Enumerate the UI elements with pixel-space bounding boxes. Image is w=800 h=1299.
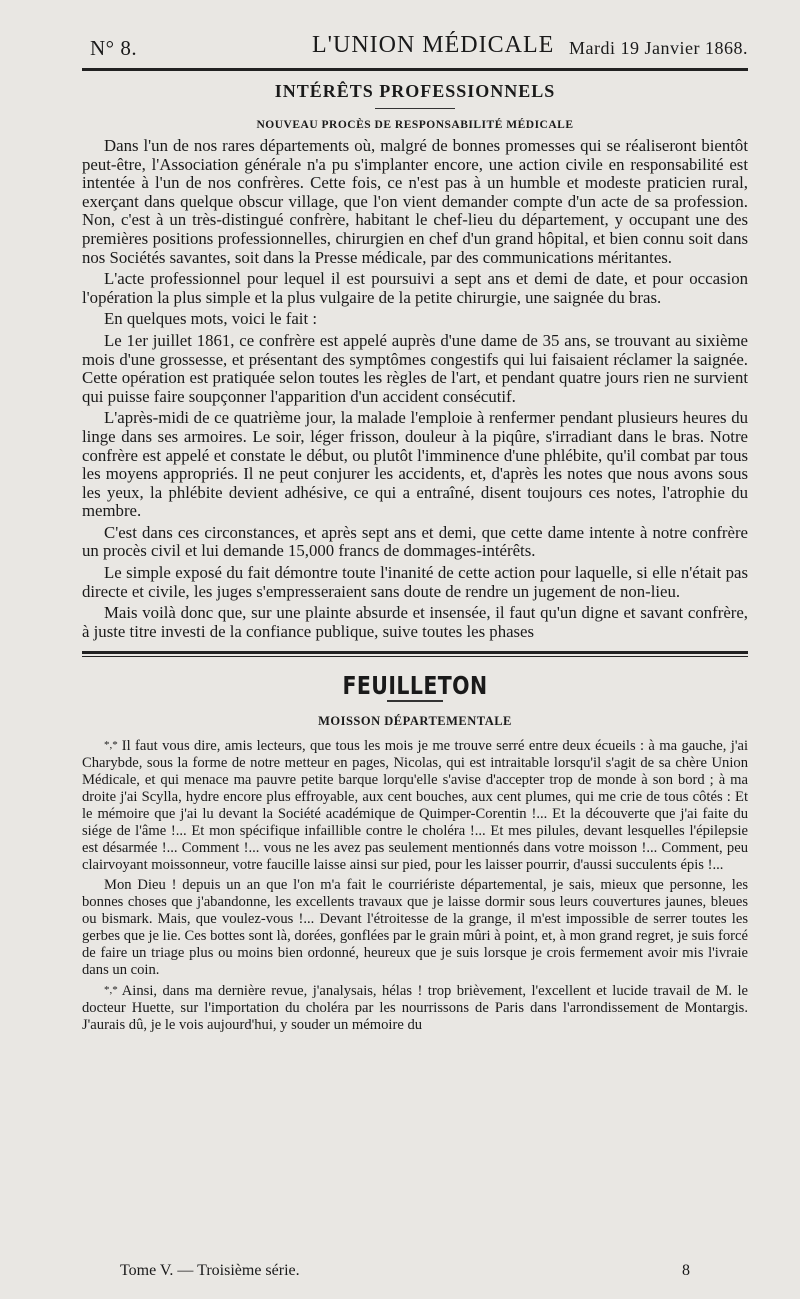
feuilleton-body (82, 737, 748, 1034)
article-paragraph: Le 1er juillet 1861, ce confrère est appelé auprès d'une dame de 35 ans, se trouvant au sixième mois d'une grossesse, et présentant des symptômes congestifs qui lui faisaient réclamer la saignée. Cette opération est pratiquée selon toutes les règles de l'art, et pendant quatre jours rien ne survient qui puisse faire soupçonner l'apparition d'un accident consécutif. (82, 330, 748, 406)
section-title: INTÉRÊTS PROFESSIONNELS (274, 81, 556, 101)
feuilleton-text: Ainsi, dans ma dernière revue, j'analysais, hélas ! trop brièvement, l'excellent et lucide travail de M. le docteur Huette, sur l'importation du choléra par les nourrissons de Paris dans l'arrondissement de Montargis. J'aurais dû, je le vois aujourd'hui, y souder un mémoire du (82, 983, 748, 1034)
issue-number: N° 8. (90, 36, 138, 60)
article-paragraph: En quelques mots, voici le fait : (104, 309, 317, 329)
article-paragraph: Le simple exposé du fait démontre toute l'inanité de cette action pour laquelle, si elle n'était pas directe et civile, les juges s'empresseraient sans doute de rendre un jugement de non-lieu. (82, 563, 748, 601)
article-paragraph: Dans l'un de nos rares départements où, malgré de bonnes promesses qui se réaliseront bientôt peut-être, l'Association générale n'a pu s'implanter encore, une action civile en responsabilité est intentée à l'un de nos confrères. Cette fois, ce n'est pas à un humble et modeste praticien rural, exerçant dans quelque obscur village, que l'on vient demander compte d'un acte de sa profession. Non, c'est à un très-distingué confrère, habitant le chef-lieu du département, y occupant une des premières positions professionnelles, chirurgien en chef d'un grand hôpital, et bien connu soit dans nos Sociétés savantes, soit dans la Presse médicale, par des communications méritantes. (82, 136, 748, 267)
feuilleton-title: FEUILLETON (342, 671, 488, 701)
feuilleton-separator-thin (82, 656, 748, 657)
feuilleton-subtitle: MOISSON DÉPARTEMENTALE (318, 714, 512, 729)
article-paragraph: Mais voilà donc que, sur une plainte absurde et insensée, il faut qu'un digne et savant confrère, à juste titre investi de la confiance publique, suive toutes les phases (82, 603, 748, 641)
journal-title: L'UNION MÉDICALE (312, 32, 555, 58)
feuilleton-text: Il faut vous dire, amis lecteurs, que tous les mois je me trouve serré entre deux écueils : à ma gauche, j'ai Charybde, sous la forme de notre metteur en pages, Nicolas, qui est intraitable lorsqu'il s'agit de sa chère Union Médicale, et qui menace ma pauvre petite barque lorqu'elle s'avise d'accepter trop de monde à son bord ; à ma droite j'ai Scylla, hydre encore plus effroyable, aux cent bouches, aux cent plumes, qui me crie de tous côtés : Et le mémoire que j'ai lu devant la Société académique de Quimper-Corentin !... Et la découverte que j'ai faite du siége de l'âme !... Et mon spécifique infaillible contre le choléra !... Et mes pilules, devant lesquelles l'épilepsie est désarmée !... Comment !... vous ne les avez pas seulement mentionnés dans votre moisson !... Comment, peu clairvoyant moissonneur, votre faucille laisse ainsi sur pied, pour les laisser pourrir, d'aussi succulents épis !... (82, 738, 748, 874)
asterism-mark: *,* (104, 984, 118, 997)
page-header (82, 32, 748, 66)
article-paragraph: C'est dans ces circonstances, et après sept ans et demi, que cette dame intente à notre confrère un procès civil et lui demande 15,000 francs de dommages-intérêts. (82, 522, 748, 561)
asterism-mark: *,* (104, 739, 118, 752)
header-rule (82, 68, 748, 71)
article-body (82, 137, 748, 641)
feuilleton-separator (82, 651, 748, 654)
article-title: NOUVEAU PROCÈS DE RESPONSABILITÉ MÉDICALE (256, 119, 574, 131)
article-paragraph: L'après-midi de ce quatrième jour, la malade l'emploie à renfermer pendant plusieurs heures du linge dans ses armoires. Le soir, léger frisson, douleur à la piqûre, s'irradiant dans le bras. Notre confrère est appelé et constate le début, ou plutôt l'imminence d'une phlébite, qu'il combat par tous les moyens appropriés. Il ne peut conjurer les accidents, et, d'après les notes que nous avons sous les yeux, la phlébite devient adhésive, ce qui a entraîné, disent toujours ces notes, l'atrophie du membre. (82, 408, 748, 521)
feuilleton-paragraph (82, 737, 748, 874)
feuilleton-paragraph: Mon Dieu ! depuis un an que l'on m'a fait le courriériste départemental, je sais, mieux que personne, les bonnes choses que j'abandonne, les excellents travaux que je laisse dormir sous leurs couvertures jaunes, bleues ou bismark. Mais, que voulez-vous !... Devant l'étroitesse de la grange, il m'est impossible de serrer toutes les gerbes que je lie. Ces bottes sont là, dorées, gonflées par le grain mûri à point, et, à mon grand regret, je suis forcé de faire un triage plus ou moins bien ordonné, heureux que je suis lorsque je crois fermement avoir mis l'ivraie dans un coin. (82, 877, 748, 979)
feuilleton-paragraph (82, 982, 748, 1034)
section-divider (375, 108, 455, 109)
volume-label: Tome V. — Troisième série. (120, 1262, 300, 1279)
page-number: 8 (682, 1262, 690, 1279)
issue-date: Mardi 19 Janvier 1868. (569, 38, 748, 58)
feuilleton-divider (387, 700, 443, 702)
article-paragraph: L'acte professionnel pour lequel il est poursuivi a sept ans et demi de date, et pour occasion l'opération la plus simple et la plus vulgaire de la petite chirurgie, une saignée du bras. (82, 269, 748, 307)
